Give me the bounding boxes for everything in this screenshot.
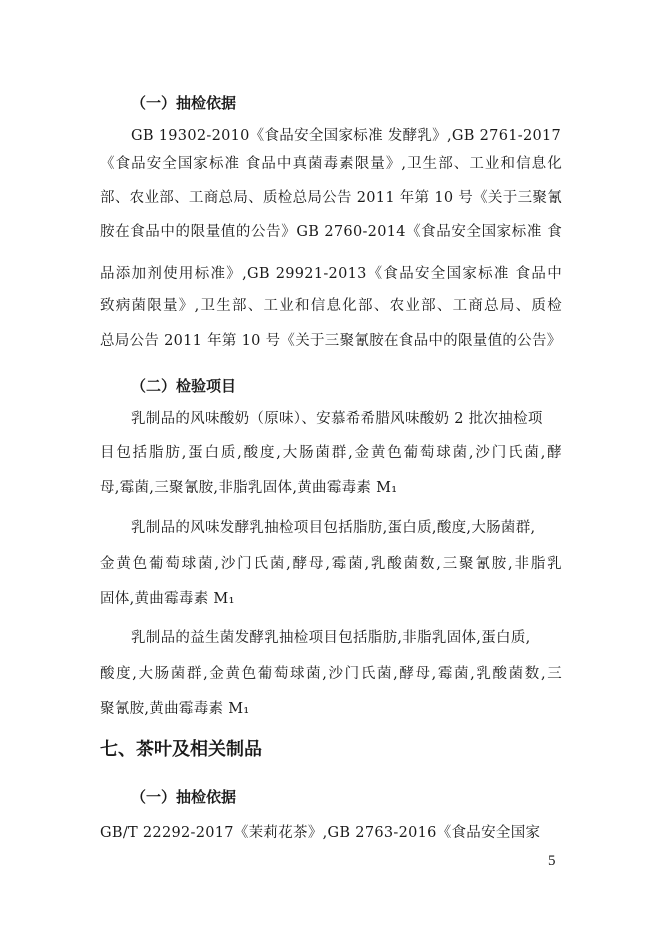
paragraph-line: GB/T 22292-2017《茉莉花茶》,GB 2763-2016《食品安全国家 bbox=[100, 825, 541, 841]
subsection-heading-basis: （一）抽检依据 bbox=[131, 94, 237, 112]
subsection-heading-basis: （一）抽检依据 bbox=[131, 788, 237, 806]
page-number: 5 bbox=[548, 853, 556, 869]
paragraph-line: 乳制品的益生菌发酵乳抽检项目包括脂肪,非脂乳固体,蛋白质, bbox=[131, 630, 531, 646]
paragraph-line: 酸度,大肠菌群,金黄色葡萄球菌,沙门氏菌,酵母,霉菌,乳酸菌数,三 bbox=[100, 666, 562, 682]
paragraph-line: 《食品安全国家标准 食品中真菌毒素限量》,卫生部、工业和信息化 bbox=[100, 156, 562, 172]
paragraph-line: 母,霉菌,三聚氰胺,非脂乳固体,黄曲霉毒素 M₁ bbox=[100, 480, 398, 496]
paragraph-line: 乳制品的风味酸奶（原味）、安慕希希腊风味酸奶 2 批次抽检项 bbox=[131, 411, 543, 427]
paragraph-line: GB 19302-2010《食品安全国家标准 发酵乳》,GB 2761-2017 bbox=[131, 128, 562, 144]
paragraph-line: 品添加剂使用标准》,GB 29921-2013《食品安全国家标准 食品中 bbox=[100, 266, 562, 282]
paragraph-line: 胺在食品中的限量值的公告》GB 2760-2014《食品安全国家标准 食 bbox=[100, 224, 562, 240]
paragraph-line: 聚氰胺,黄曲霉毒素 M₁ bbox=[100, 701, 250, 717]
paragraph-line: 乳制品的风味发酵乳抽检项目包括脂肪,蛋白质,酸度,大肠菌群, bbox=[131, 520, 536, 536]
paragraph-line: 目包括脂肪,蛋白质,酸度,大肠菌群,金黄色葡萄球菌,沙门氏菌,酵 bbox=[100, 445, 562, 461]
paragraph-line: 总局公告 2011 年第 10 号《关于三聚氰胺在食品中的限量值的公告》 bbox=[100, 333, 562, 349]
section-heading-tea: 七、茶叶及相关制品 bbox=[100, 739, 262, 760]
paragraph-line: 金黄色葡萄球菌,沙门氏菌,酵母,霉菌,乳酸菌数,三聚氰胺,非脂乳 bbox=[100, 556, 562, 572]
subsection-heading-items: （二）检验项目 bbox=[131, 377, 237, 395]
paragraph-line: 部、农业部、工商总局、质检总局公告 2011 年第 10 号《关于三聚氰 bbox=[100, 190, 562, 206]
paragraph-line: 固体,黄曲霉毒素 M₁ bbox=[100, 591, 235, 607]
paragraph-line: 致病菌限量》,卫生部、工业和信息化部、农业部、工商总局、质检 bbox=[100, 298, 562, 314]
